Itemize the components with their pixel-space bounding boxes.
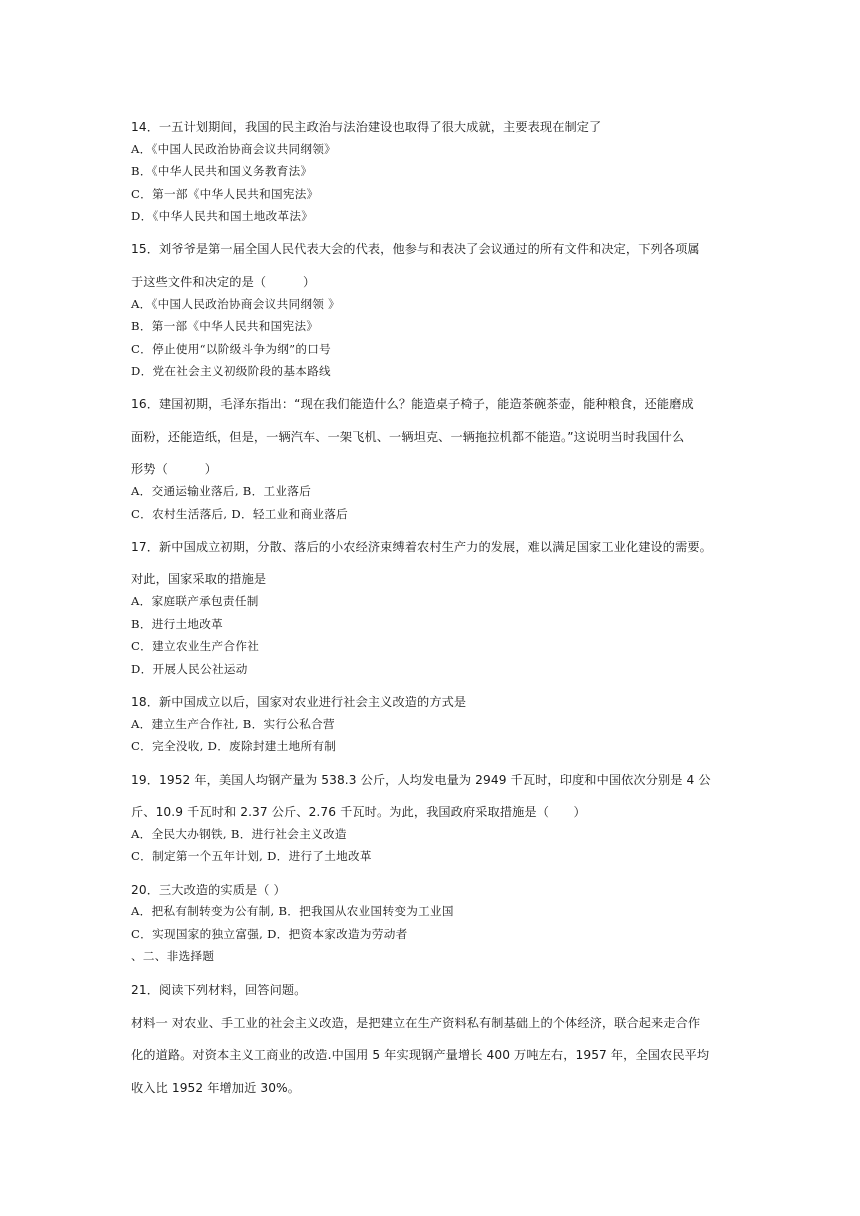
q21-material-line-3: 收入比 1952 年增加近 30%。: [131, 1081, 301, 1095]
q15-option-b: B．第一部《中华人民共和国宪法》: [131, 319, 319, 333]
q16-options-line-1: A．交通运输业落后, B．工业落后: [131, 484, 312, 498]
q14-option-a: A．《中国人民政治协商会议共同纲领》: [131, 142, 337, 156]
q18-options-line-2: C．完全没收, D．废除封建土地所有制: [131, 739, 337, 753]
q17-option-b: B．进行土地改革: [131, 617, 224, 631]
q18-options-line-1: A．建立生产合作社, B．实行公私合营: [131, 717, 335, 731]
q18-stem-line-1: 18．新中国成立以后，国家对农业进行社会主义改造的方式是: [131, 695, 467, 709]
q19-stem-line-2: 斤、10.9 千瓦时和 2.37 公斤、2.76 千瓦时。为此，我国政府采取措施是（ ）: [131, 805, 586, 819]
q17-option-c: C．建立农业生产合作社: [131, 639, 260, 653]
section-heading-nonchoice: 、二、非选择题: [131, 949, 215, 963]
q21-material-line-1: 材料一 对农业、手工业的社会主义改造，是把建立在生产资料私有制基础上的个体经济，联合起来走合作: [131, 1016, 701, 1030]
q19-options-line-2: C．制定第一个五年计划, D．进行了土地改革: [131, 849, 372, 863]
q14-option-c: C．第一部《中华人民共和国宪法》: [131, 187, 319, 201]
q15-stem-line-2: 于这些文件和决定的是（ ）: [131, 275, 316, 289]
q16-stem-line-2: 面粉，还能造纸，但是，一辆汽车、一架飞机、一辆坦克、一辆拖拉机都不能造。”这说明当时我国什么: [131, 430, 685, 444]
q19-options-line-1: A．全民大办钢铁, B．进行社会主义改造: [131, 827, 347, 841]
q16-stem-line-3: 形势（ ）: [131, 462, 218, 476]
q14-stem-line-1: 14．一五计划期间，我国的民主政治与法治建设也取得了很大成就，主要表现在制定了: [131, 120, 602, 134]
q21-stem: 21．阅读下列材料，回答问题。: [131, 983, 307, 997]
q20-options-line-2: C．实现国家的独立富强, D．把资本家改造为劳动者: [131, 927, 408, 941]
q14-option-b: B．《中华人民共和国义务教育法》: [131, 164, 313, 178]
q15-option-c: C．停止使用“以阶级斗争为纲”的口号: [131, 342, 332, 356]
q16-options-line-2: C．农村生活落后, D．轻工业和商业落后: [131, 507, 349, 521]
q17-option-d: D．开展人民公社运动: [131, 662, 248, 676]
q14-option-d: D．《中华人民共和国土地改革法》: [131, 209, 314, 223]
q15-stem-line-1: 15．刘爷爷是第一届全国人民代表大会的代表，他参与和表决了会议通过的所有文件和决定，下列各项属: [131, 242, 700, 256]
q20-stem-line-1: 20．三大改造的实质是（ ）: [131, 883, 286, 897]
q19-stem-line-1: 19．1952 年，美国人均钢产量为 538.3 公斤，人均发电量为 2949 千瓦时，印度和中国依次分别是 4 公: [131, 773, 711, 787]
q21-material-line-2: 化的道路。对资本主义工商业的改造.中国用 5 年实现钢产量增长 400 万吨左右，1957 年，全国农民平均: [131, 1048, 710, 1062]
q16-stem-line-1: 16．建国初期，毛泽东指出：“现在我们能造什么？能造桌子椅子，能造茶碗茶壶，能种粮食，还能磨成: [131, 397, 694, 411]
q17-stem-line-2: 对此，国家采取的措施是: [131, 572, 267, 586]
q17-stem-line-1: 17．新中国成立初期，分散、落后的小农经济束缚着农村生产力的发展，难以满足国家工业化建设的需要。: [131, 540, 712, 554]
q15-option-d: D．党在社会主义初级阶段的基本路线: [131, 364, 331, 378]
q17-option-a: A．家庭联产承包责任制: [131, 594, 259, 608]
q20-options-line-1: A．把私有制转变为公有制, B．把我国从农业国转变为工业国: [131, 904, 454, 918]
q15-option-a: A．《中国人民政治协商会议共同纲领 》: [131, 297, 341, 311]
